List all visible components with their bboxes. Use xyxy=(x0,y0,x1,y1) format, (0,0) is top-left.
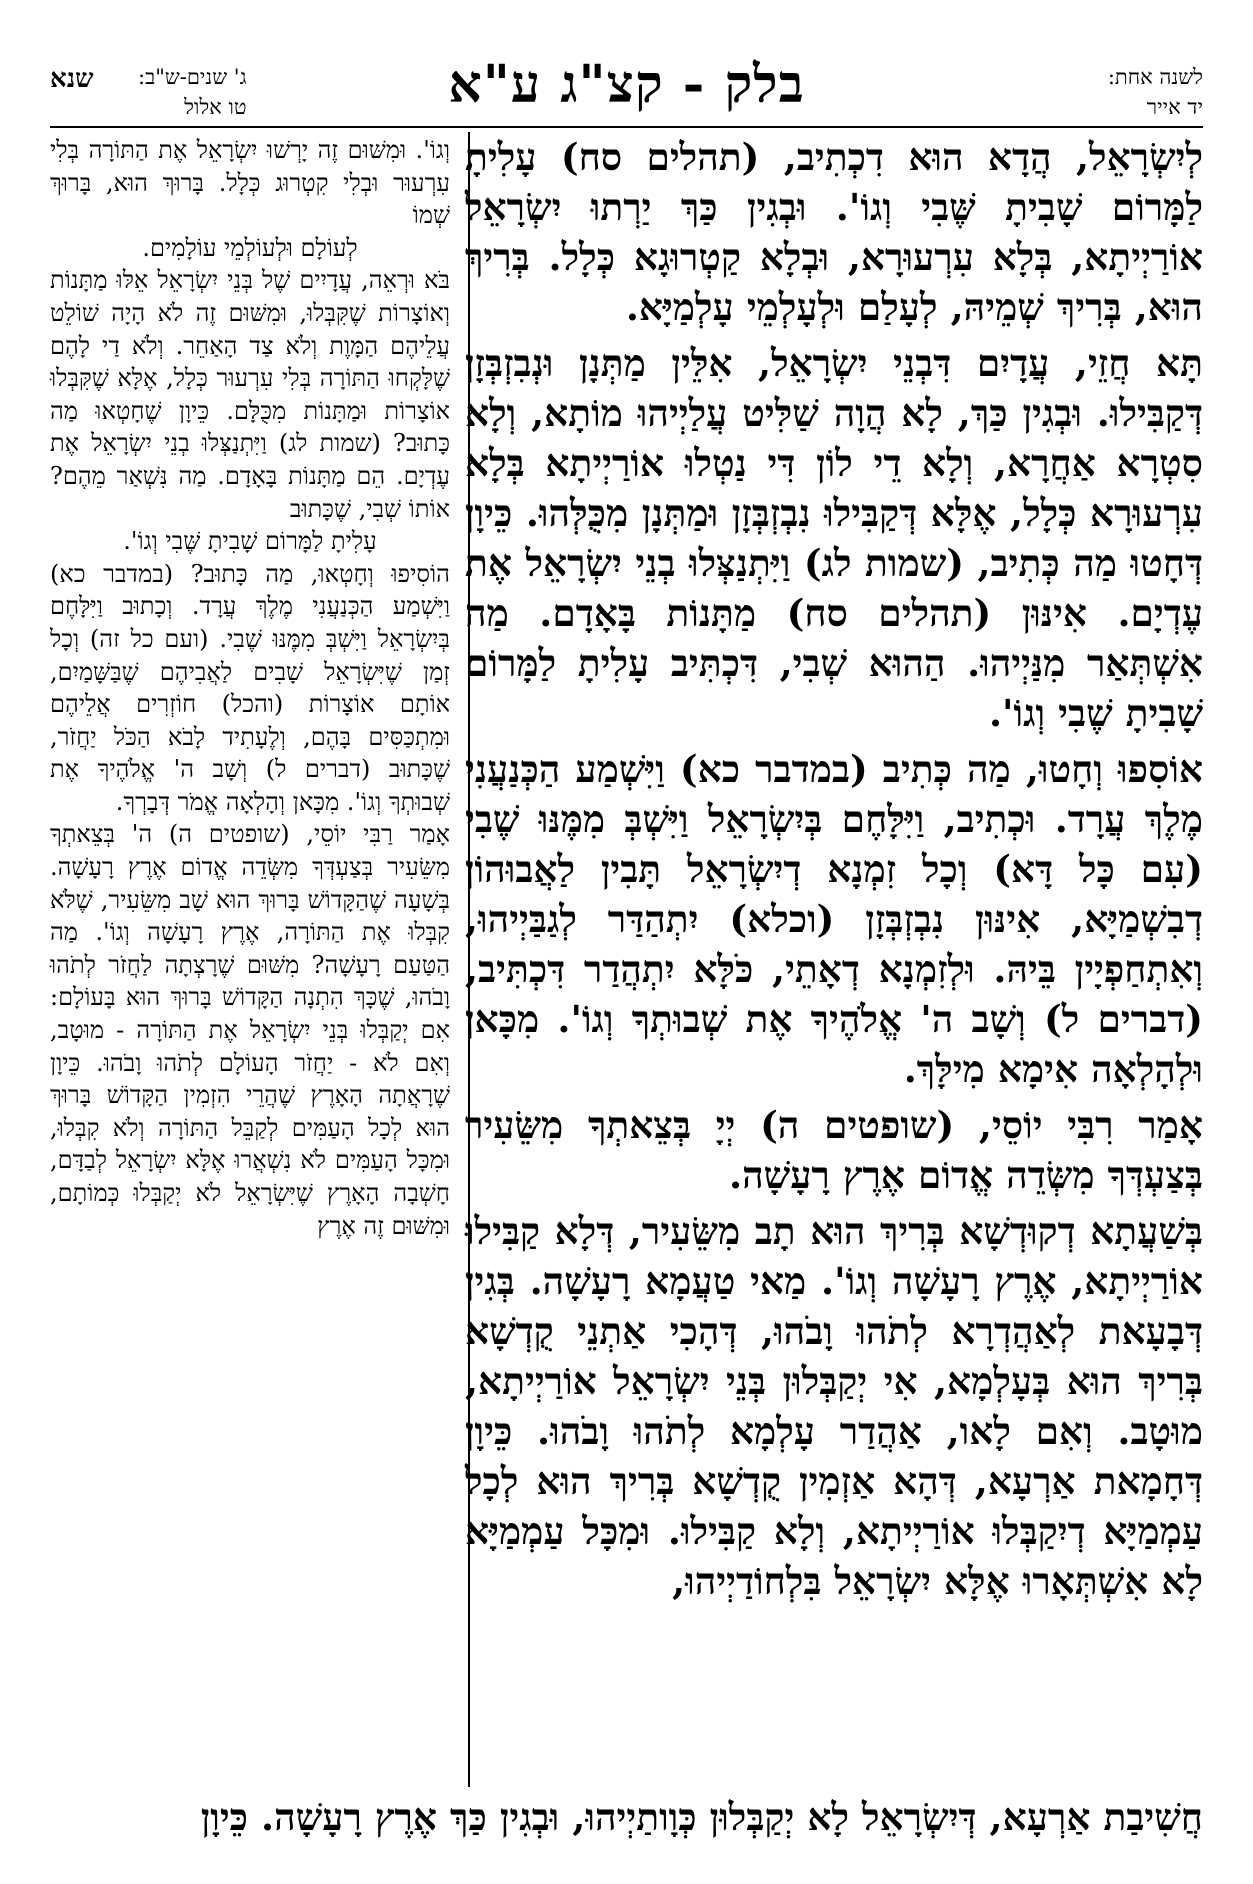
three-year-cycle-info xyxy=(138,62,247,122)
column-divider xyxy=(468,132,470,1787)
main-paragraph-5: בְּשַׁעֲתָא דְקוּדְשָׁא בְּרִיךְ הוּא תָב מִשֵּׂעִיר, דְּלָא קַבִּילוּ אוֹרַיְיתָא, אֶרֶץ רָעָשָׁה וְגוֹ'. מַאי טַעֲמָא רָעָשָׁה. בְּגִין דְּבָעָאת לְאַהֲדְרָא לְתֹהוּ וָבֹהוּ, דְּהָכִי אַתְנֵי קֻדְשָׁא בְּרִיךְ הוּא בְּעָלְמָא, אִי יְקַבְּלוּן בְּנֵי יִשְׂרָאֵל אוֹרַיְיתָא, מוּטָב. וְאִם לָאו, אַהֲדַר עָלְמָא לְתֹהוּ וָבֹהוּ. כֵּיוָן דְּחָמָאת אַרְעָא, דְּהָא אַזְמִין קֻדְשָׁא בְּרִיךְ הוּא לְכָל עַמְמַיָּא דְיִקַבְּלוּ אוֹרַיְיתָא, וְלָא קַבִּילוּ. וּמִכָּל עַמְמַיָּא לָא אִשְׁתְּאָרוּ אֶלָּא יִשְׂרָאֵל בִּלְחוֹדַיְיהוּ, xyxy=(465,1209,1203,1603)
one-year-cycle-date: יד אייר xyxy=(1146,95,1203,119)
zohar-aramaic-text xyxy=(465,132,1203,1612)
main-paragraph-1: לְיִשְׂרָאֵל, הֲדָא הוּא דִכְתִיב, (תהלים סח) עָלִיתָ לַמָּרוֹם שָׁבִיתָ שֶּׁבִי וְגוֹ'. וּבְגִין כַּךְ יַרְתוּ יִשְׂרָאֵל אוֹרַיְיתָא, בְּלָא עִרְעוּרָא, וּבְלָא קַטְרוּגָא כְּלָל. בְּרִיךְ הוּא, בְּרִיךְ שְׁמֵיהּ, לְעָלַם וּלְעָלְמֵי עָלְמַיָּא. xyxy=(465,135,1203,329)
main-paragraph-3: אוֹסִפוּ וְחָטוּ, מַה כְּתִיב (במדבר כא) וַיִּשְׁמַע הַכְּנַעֲנִי מֶלֶךְ עֲרָד. וּכְתִיב, וַיִּלָּחֶם בְּיִשְׂרָאֵל וַיִּשְׁבְּ מִמֶּנּוּ שֶׁבִי (עִם כָּל דָּא) וְכָל זִמְנָא דְיִשְׂרָאֵל תָּבִין לַאֲבוּהוֹן דְבִשְׁמַיָּא, אִינּוּן נִבְזְבְּזָן (וכלא) יִתְהַדַּר לְגַבַּיְיהוּ, וְאִתְחַפְיָין בֵּיהּ. וּלְזִמְנָא דְאָתֵי, כֹּלָּא יִתְהֲדַר דִּכְתִּיב, (דברים ל) וְשָׁב ה' אֱלֹהֶיךָ אֶת שְׁבוּתְךָ וְגוֹ'. מִכָּאן וּלְהָלְאָה אִימָא מִילָּךְ. xyxy=(465,747,1203,1091)
side-paragraph-2: בֹּא וּרְאֵה, עֲדָיִים שֶׁל בְּנֵי יִשְׂרָאֵל אֵלּוּ מַתָּנוֹת וְאוֹצָרוֹת שֶׁקִּבְּלוּ, וּמִשּׁוּם זֶה לֹא הָיָה שׁוֹלֵט עֲלֵיהֶם הַמָּוֶת וְלֹא צַד הָאַחֵר. וְלֹא דַי לָהֶם שֶׁלָּקְחוּ הַתּוֹרָה בְּלִי עִרְעוּר כְּלָל, אֶלָּא שֶׁקִּבְּלוּ אוֹצָרוֹת וּמַתָּנוֹת מִכֻּלָּם. כֵּיוָן שֶׁחָטְאוּ מַה כָּתוּב? (שמות לג) וַיִּתְנַצְּלוּ בְנֵי יִשְׂרָאֵל אֶת עֶדְיָם. הֵם מַתָּנוֹת בָּאָדָם. מַה נִּשְׁאַר מֵהֶם? אוֹתוֹ שְׁבִי, שֶׁכָּתוּב xyxy=(50,266,450,523)
three-year-cycle-label: ג' שנים-ש"ב: xyxy=(138,65,247,89)
three-year-cycle-date: טו אלול xyxy=(184,95,247,119)
hebrew-translation-text xyxy=(50,134,450,1242)
side-paragraph-1: וְגוֹ'. וּמִשּׁוּם זֶה יָרְשׁוּ יִשְׂרָאֵל אֶת הַתּוֹרָה בְּלִי עִרְעוּר וּבְלִי קִטְרוּג כְּלָל. בָּרוּךְ הוּא, בָּרוּךְ שְׁמוֹ xyxy=(50,136,450,230)
page-header xyxy=(50,54,1203,122)
page-number: שנא xyxy=(50,64,94,94)
side-paragraph-1-end: לְעוֹלָם וּלְעוֹלְמֵי עוֹלָמִים. xyxy=(142,233,358,262)
bottom-full-width-line: חֲשִׁיבַת אַרְעָא, דְּיִשְׂרָאֵל לָא יְקַבְּלוּן כְּוָותַיְיהוּ, וּבְגִין כַּךְ אֶרֶץ רָעָשָׁה. כֵּיוָן xyxy=(200,1795,1203,1839)
page-title: בלק - קצ"ג ע"א xyxy=(448,54,805,115)
one-year-cycle-label: לשנה אחת: xyxy=(1107,65,1203,89)
side-paragraph-4: אָמַר רַבִּי יוֹסֵי, (שופטים ה) ה' בְּצֵאתְךָ מִשֵּׂעִיר בְּצַעְדְּךָ מִשְּׂדֵה אֱדוֹם אֶרֶץ רָעָשָׁה. בְּשָׁעָה שֶׁהַקָּדוֹשׁ בָּרוּךְ הוּא שָׁב מִשֵּׂעִיר, שֶׁלֹּא קִבְּלוּ אֶת הַתּוֹרָה, אֶרֶץ רָעָשָׁה וְגוֹ'. מַה הַטַּעַם רָעָשָׁה? מִשּׁוּם שֶׁרָצְתָה לַחֲזֹר לְתֹהוּ וָבֹהוּ, שֶׁכָּךְ הִתְנָה הַקָּדוֹשׁ בָּרוּךְ הוּא בָּעוֹלָם: אִם יְקַבְּלוּ בְּנֵי יִשְׂרָאֵל אֶת הַתּוֹרָה - מוּטָב, וְאִם לֹא - יַחֲזֹר הָעוֹלָם לְתֹהוּ וָבֹהוּ. כֵּיוָן שֶׁרָאֲתָה הָאָרֶץ שֶׁהֲרֵי הִזְמִין הַקָּדוֹשׁ בָּרוּךְ הוּא לְכָל הָעַמִּים לְקַבֵּל הַתּוֹרָה וְלֹא קִבְּלוּ, וּמִכָּל הָעַמִּים לֹא נִשְׁאֲרוּ אֶלָּא יִשְׂרָאֵל לְבַדָּם, חָשְׁבָה הָאָרֶץ שֶׁיִּשְׂרָאֵל לֹא יְקַבְּלוּ כְּמוֹתָם, וּמִשּׁוּם זֶה אֶרֶץ xyxy=(50,820,450,1240)
side-paragraph-2-end: עָלִיתָ לַמָּרוֹם שָׁבִיתָ שֶּׁבִי וְגוֹ'. xyxy=(123,527,377,556)
main-paragraph-2: תָּא חֲזֵי, עֲדָיִם דִּבְנֵי יִשְׂרָאֵל, אִלֵּין מַתְּנָן וּנְבִזְבְּזָן דְּקַבִּילוּ. וּבְגִין כַּךְ, לָא הֲוָה שַׁלִּיט עֲלַיְיהוּ מוֹתָא, וְלָא סִטְרָא אַחֲרָא, וְלָא דֵי לוֹן דִּי נַטְלוּ אוֹרַיְיתָא בְּלָא עִרְעוּרָא כְּלָל, אֶלָּא דְּקַבִּילוּ נִבְזְבְּזָן וּמַתְּנָן מִכֻּלְּהוּ. כֵּיוָן דְּחָטוּ מַה כְּתִיב, (שמות לג) וַיִּתְנַצְּלוּ בְנֵי יִשְׂרָאֵל אֶת עֶדְיָם. אִינּוּן (תהלים סח) מַתָּנוֹת בָּאָדָם. מַה אִשְׁתְּאַר מִנַּיְיהוּ. הַהוּא שְׁבִי, דִּכְתִּיב עָלִיתָ לַמָּרוֹם שָׁבִיתָ שֶׁבִי וְגוֹ'. xyxy=(465,341,1203,735)
header-rule xyxy=(50,126,1203,128)
side-paragraph-3: הוֹסִיפוּ וְחָטְאוּ, מַה כָּתוּב? (במדבר כא) וַיִּשְׁמַע הַכְּנַעֲנִי מֶלֶךְ עֲרָד. וְכָתוּב וַיִּלָּחֶם בְּיִשְׂרָאֵל וַיִּשְׁבְּ מִמֶּנּוּ שֶׁבִי. (ועם כל זה) וְכָל זְמַן שֶׁיִּשְׂרָאֵל שָׁבִים לַאֲבִיהֶם שֶׁבַּשָּׁמַיִם, אוֹתָם אוֹצָרוֹת (והכל) חוֹזְרִים אֲלֵיהֶם וּמִתְכַּסִּים בָּהֶם, וְלֶעָתִיד לָבֹא הַכֹּל יַחֲזֹר, שֶׁכָּתוּב (דברים ל) וְשָׁב ה' אֱלֹהֶיךָ אֶת שְׁבוּתְךָ וְגוֹ'. מִכָּאן וְהָלְאָה אֱמֹר דְּבָרְךָ. xyxy=(50,559,450,816)
main-paragraph-4: אָמַר רִבִּי יוֹסֵי, (שופטים ה) יְיָ בְּצֵאתְךָ מִשֵּׂעִיר בְּצַעְדְּךָ מִשְּׂדֵה אֱדוֹם אֶרֶץ רָעָשָׁה. xyxy=(465,1103,1203,1197)
